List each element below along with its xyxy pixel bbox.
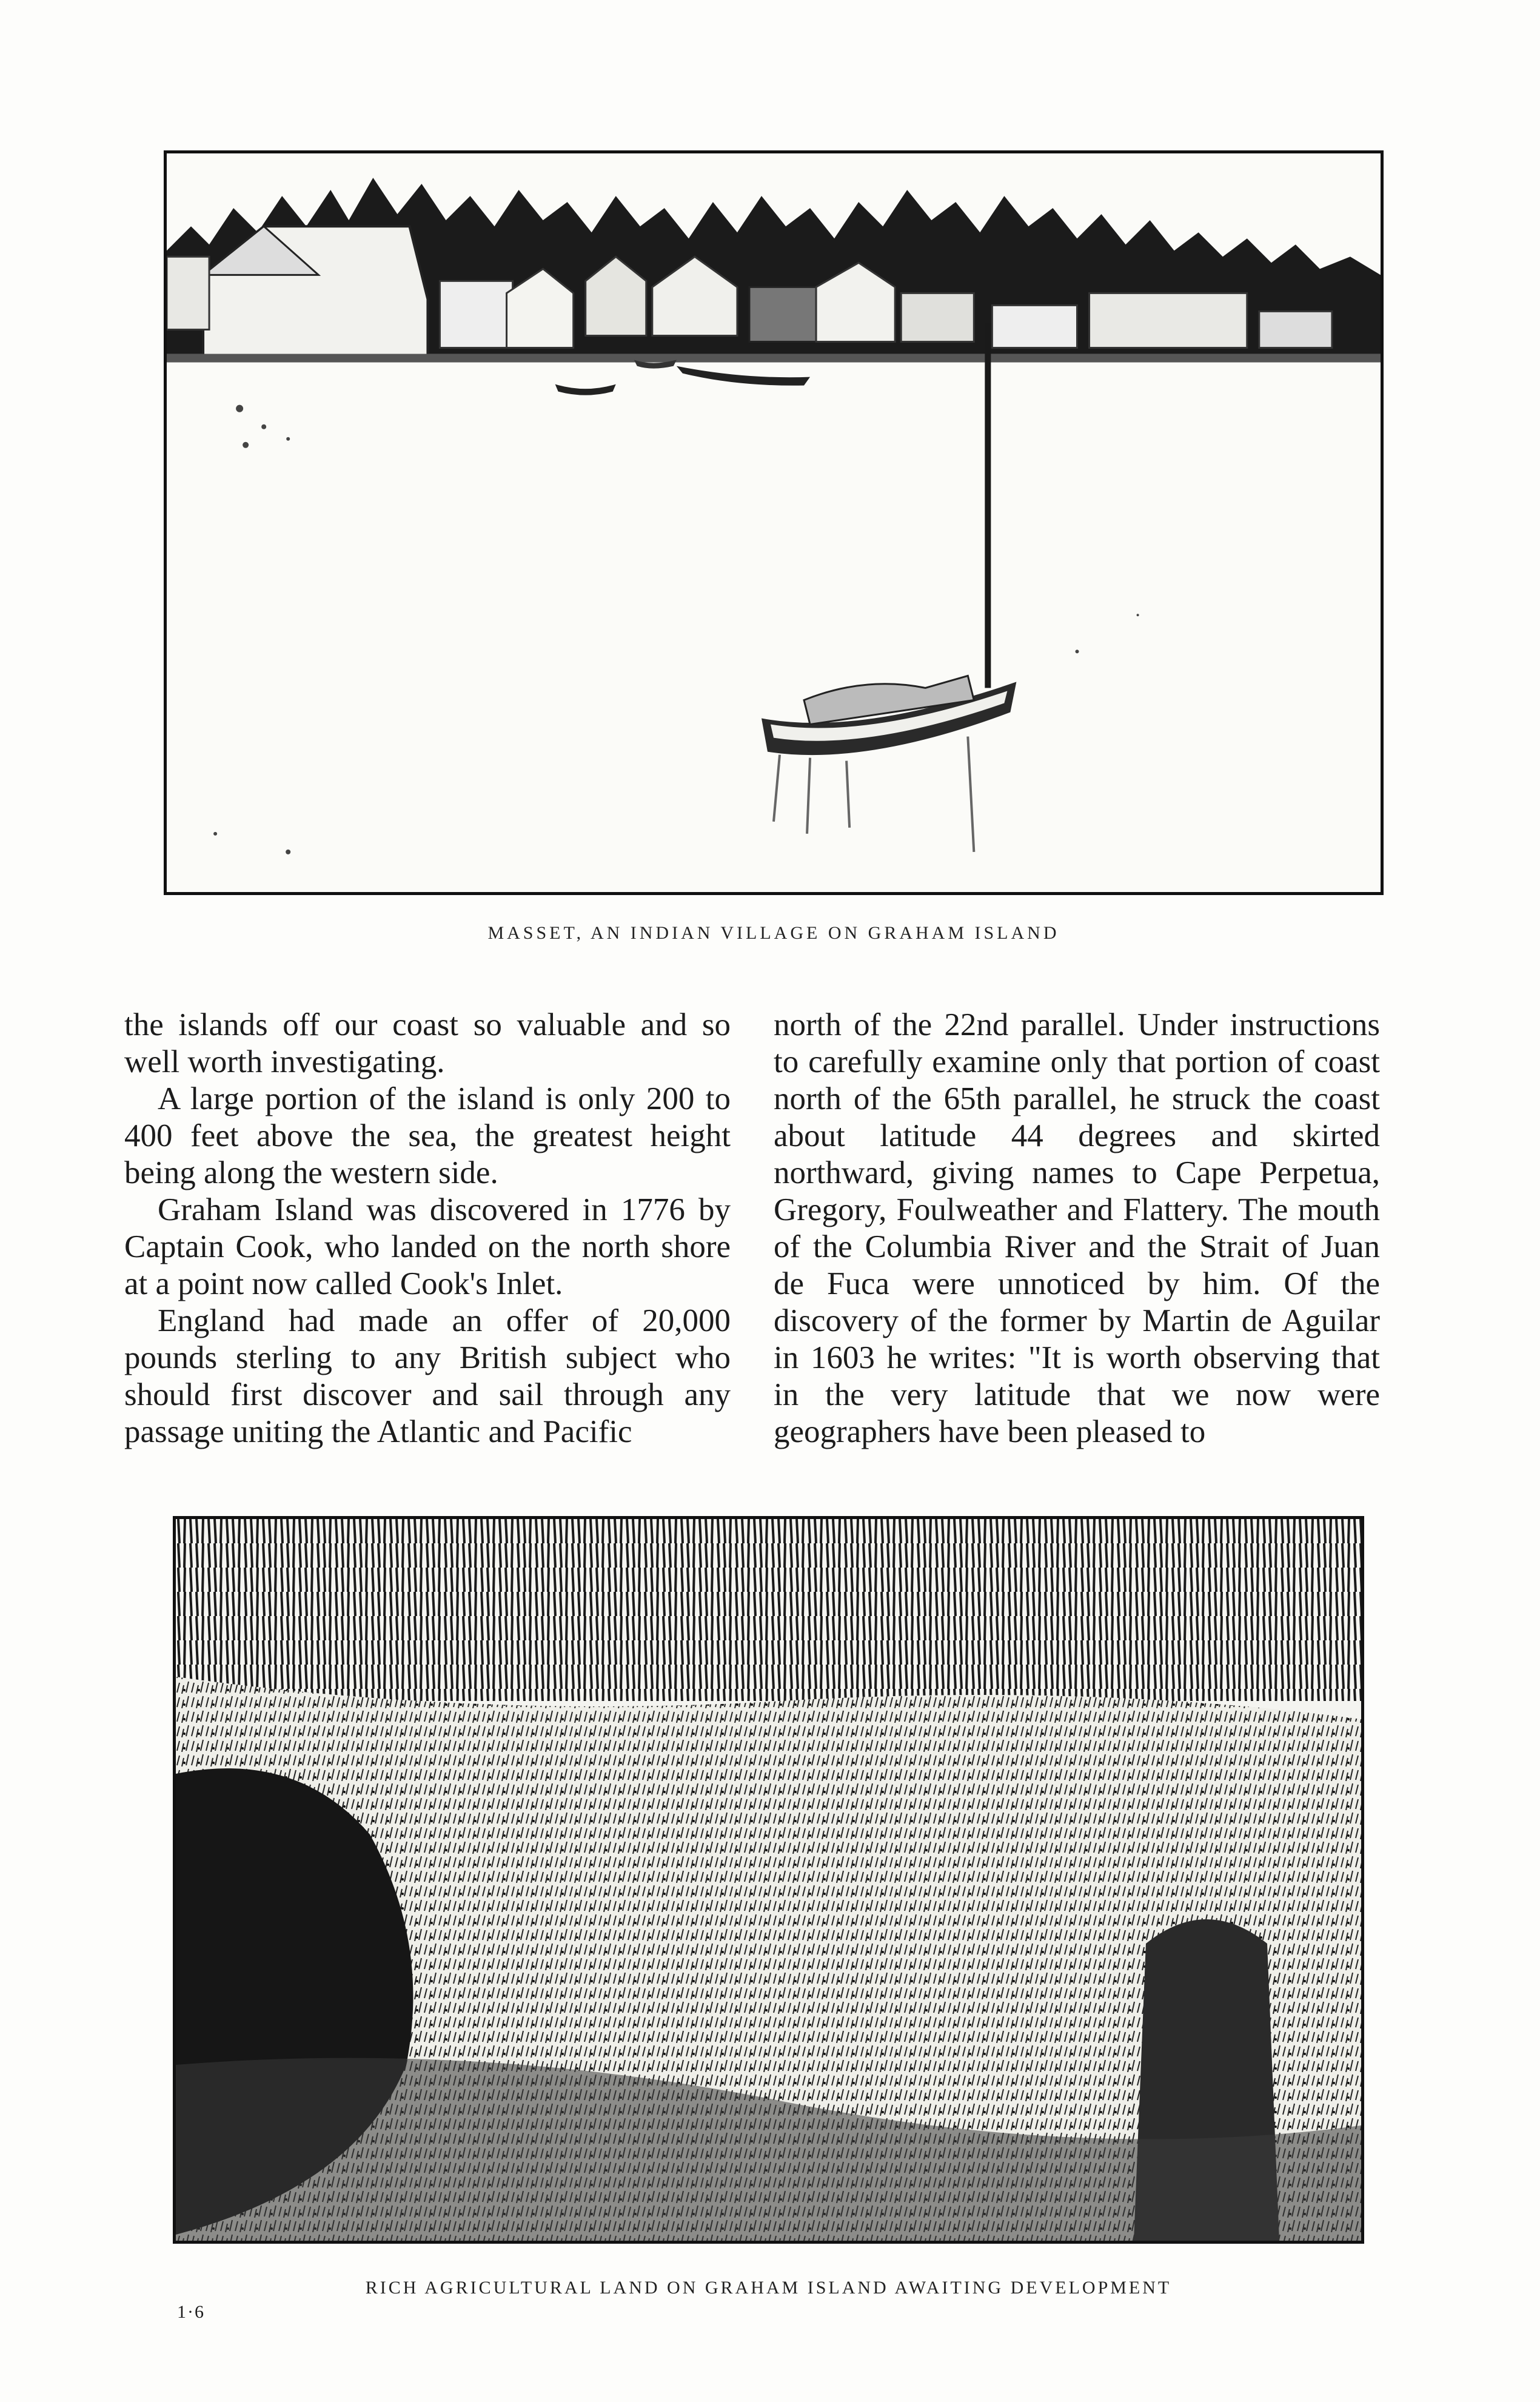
agricultural-land-image bbox=[176, 1519, 1361, 2241]
paragraph: the islands off our coast so valuable and so well worth investigating. bbox=[124, 1007, 731, 1079]
text-column-left bbox=[124, 1007, 731, 1451]
text-column-right bbox=[774, 1007, 1380, 1451]
paragraph: A large portion of the island is only 200 to 400 feet above the sea, the greatest height being along the western side. bbox=[124, 1081, 731, 1190]
photo-caption-bottom: RICH AGRICULTURAL LAND ON GRAHAM ISLAND AWAITING DEVELOPMENT bbox=[365, 2278, 1172, 2298]
paragraph: England had made an offer of 20,000 pounds sterling to any British subject who should first discover and sail through any passage uniting the Atlantic and Pacific bbox=[124, 1303, 731, 1449]
page-number: 1·6 bbox=[177, 2302, 205, 2322]
masset-village-image bbox=[167, 153, 1381, 892]
photo-agricultural-land bbox=[173, 1516, 1364, 2244]
paragraph: north of the 22nd parallel. Under instructions to carefully examine only that portion of coast north of the 65th parallel, he struck the coast about latitude 44 degrees and skirted northward, giving names to Cape Perpetua, Gregory, Foulweather and Flattery. The mouth of the Columbia River and the Strait of Juan de Fuca were unnoticed by him. Of the discovery of the former by Martin de Aguilar in 1603 he writes: "It is worth observing that in the very latitude that we now were geographers have been pleased to bbox=[774, 1007, 1380, 1449]
photo-masset-village bbox=[164, 150, 1384, 895]
paragraph: Graham Island was discovered in 1776 by Captain Cook, who landed on the north shore at a point now called Cook's Inlet. bbox=[124, 1192, 731, 1301]
photo-caption-top: MASSET, AN INDIAN VILLAGE ON GRAHAM ISLAND bbox=[487, 923, 1060, 943]
